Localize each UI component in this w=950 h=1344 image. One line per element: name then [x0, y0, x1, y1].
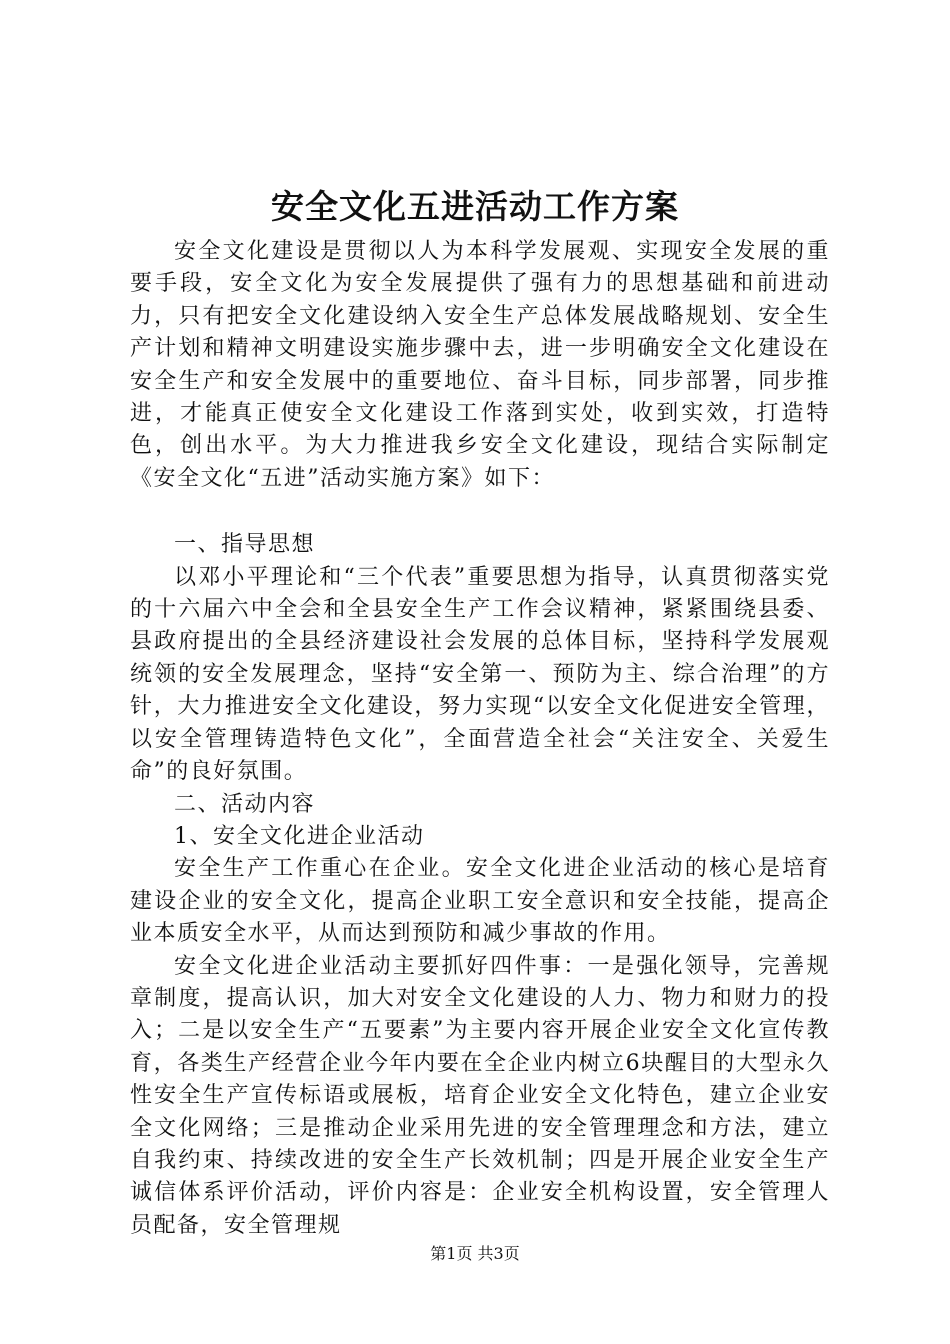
- guiding-thought-paragraph: 以邓小平理论和“三个代表”重要思想为指导，认真贯彻落实党的十六届六中全会和全县安全生产工作会议精神，紧紧围绕县委、县政府提出的全县经济建设社会发展的总体目标，坚持科学发展观统领的安全发展理念，坚持“安全第一、预防为主、综合治理”的方针，大力推进安全文化建设，努力实现“以安全文化促进安全管理，以安全管理铸造特色文化”，全面营造全社会“关注安全、关爱生命”的良好氛围。: [130, 564, 830, 785]
- subsection-heading-enterprise: 1、安全文化进企业活动: [174, 823, 425, 849]
- intro-paragraph: 安全文化建设是贯彻以人为本科学发展观、实现安全发展的重要手段，安全文化为安全发展提供了强有力的思想基础和前进动力，只有把安全文化建设纳入安全生产总体发展战略规划、安全生产计划和精神文明建设实施步骤中去，进一步明确安全文化建设在安全生产和安全发展中的重要地位、奋斗目标，同步部署，同步推进，才能真正使安全文化建设工作落到实处，收到实效，打造特色，创出水平。为大力推进我乡安全文化建设，现结合实际制定《安全文化“五进”活动实施方案》如下：: [130, 239, 830, 491]
- section-heading-activity-content: 二、活动内容: [174, 791, 316, 817]
- enterprise-paragraph-1: 安全生产工作重心在企业。安全文化进企业活动的核心是培育建设企业的安全文化，提高企业职工安全意识和安全技能，提高企业本质安全水平，从而达到预防和减少事故的作用。: [130, 856, 830, 947]
- paragraph-gap: [130, 495, 830, 529]
- section-heading-guiding-thought: 一、指导思想: [174, 532, 316, 558]
- page-footer: 第1页 共3页: [430, 1244, 520, 1263]
- enterprise-paragraph-2: 安全文化进企业活动主要抓好四件事：一是强化领导，完善规章制度，提高认识，加大对安全文化建设的人力、物力和财力的投入；二是以安全生产“五要素”为主要内容开展企业安全文化宣传教育，各类生产经营企业今年内要在全企业内树立6块醒目的大型永久性安全生产宣传标语或展板，培育企业安全文化特色，建立企业安全文化网络；三是推动企业采用先进的安全管理理念和方法，建立自我约束、持续改进的安全生产长效机制；四是开展企业安全生产诚信体系评价活动，评价内容是：企业安全机构设置，安全管理人员配备，安全管理规: [130, 953, 830, 1238]
- document-body: [130, 236, 830, 1242]
- document-title: 安全文化五进活动工作方案: [271, 187, 679, 226]
